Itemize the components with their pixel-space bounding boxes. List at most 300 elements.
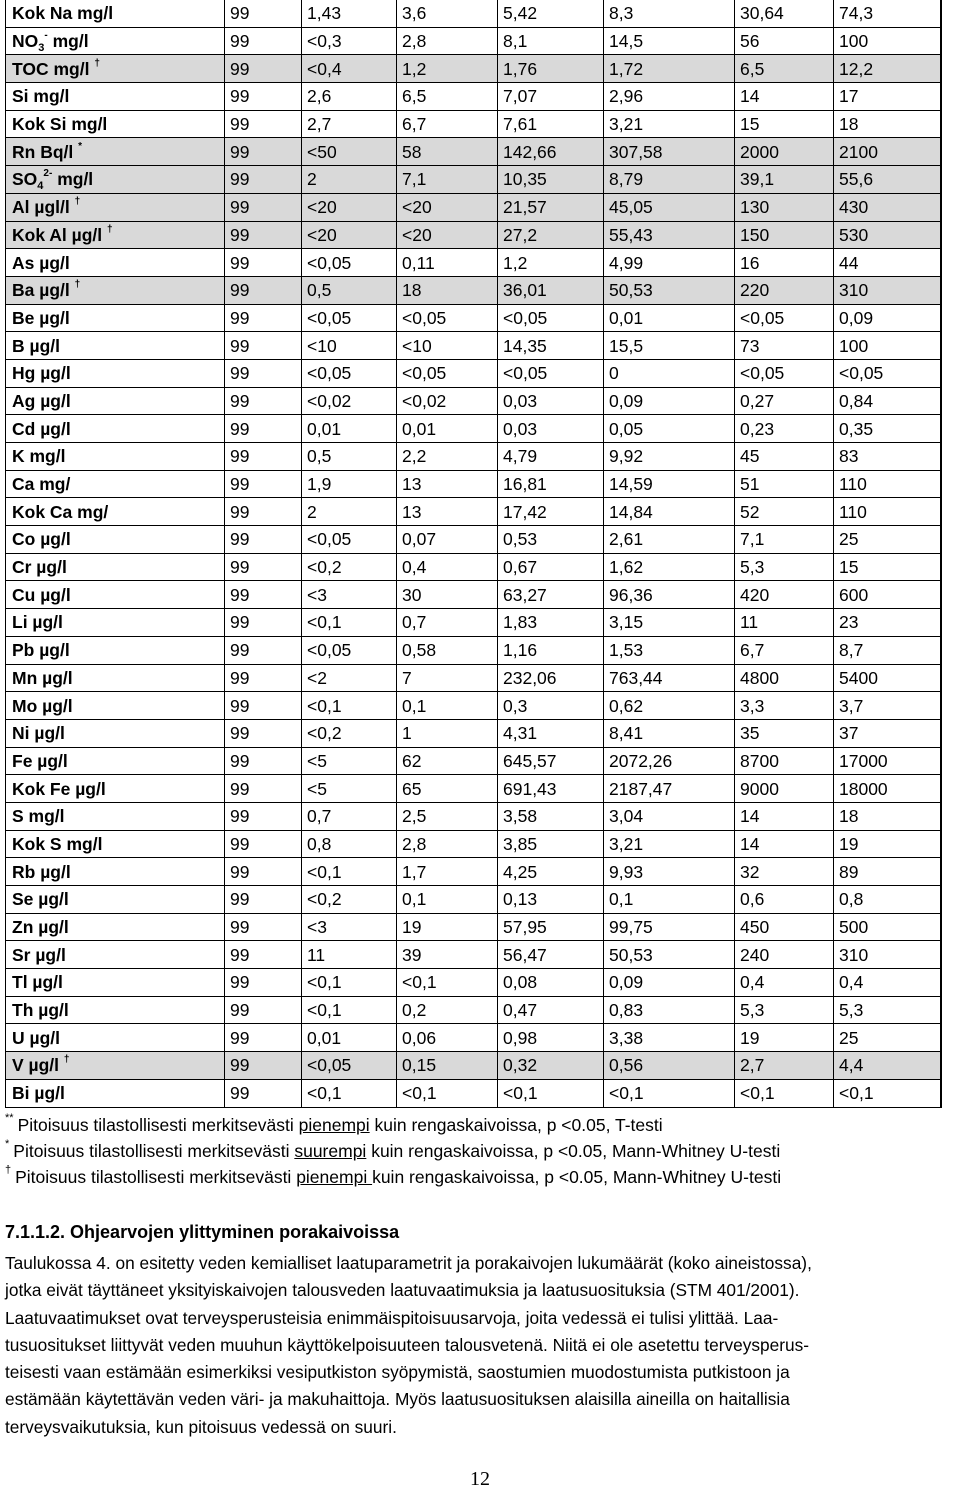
value-cell: 9000: [735, 775, 834, 803]
value-cell: 99: [225, 581, 302, 609]
table-row: [6, 886, 941, 914]
value-cell: 6,5: [735, 55, 834, 83]
value-cell: 37: [834, 719, 941, 747]
table-row: [6, 27, 941, 55]
paragraph-line: terveysvaikutuksia, kun pitoisuus vedessä on suuri.: [5, 1416, 397, 1437]
table-row: [6, 692, 941, 720]
value-cell: 2: [302, 166, 397, 194]
value-cell: 691,43: [498, 775, 604, 803]
value-cell: 232,06: [498, 664, 604, 692]
value-cell: <10: [302, 332, 397, 360]
footnote-greater: * Pitoisuus tilastollisesti merkitsevästi suurempi kuin rengaskaivoissa, p <0.05, Mann-Whitney U-testi: [5, 1138, 781, 1161]
value-cell: 3,21: [604, 110, 735, 138]
value-cell: 1,7: [397, 858, 498, 886]
value-cell: 5400: [834, 664, 941, 692]
value-cell: 0,47: [498, 996, 604, 1024]
value-cell: <0,05: [302, 249, 397, 277]
table-row: [6, 1024, 941, 1052]
value-cell: 4,4: [834, 1052, 941, 1080]
value-cell: 30: [397, 581, 498, 609]
value-cell: 500: [834, 913, 941, 941]
value-cell: 14,5: [604, 27, 735, 55]
parameter-cell: Li µg/l: [6, 609, 225, 637]
value-cell: 39: [397, 941, 498, 969]
parameter-cell: Pb µg/l: [6, 636, 225, 664]
value-cell: 5,3: [834, 996, 941, 1024]
value-cell: <0,05: [834, 359, 941, 387]
value-cell: 2: [302, 498, 397, 526]
footnote-mark: **: [5, 1112, 14, 1124]
paragraph-line: estämään käytettävän veden väri- ja makuhaittoja. Myös laatusuosituksen alaisilla aineilla on haitallisia: [5, 1389, 790, 1410]
parameter-cell: Fe µg/l: [6, 747, 225, 775]
parameter-cell: Ni µg/l: [6, 719, 225, 747]
value-cell: 99: [225, 1024, 302, 1052]
value-cell: 99: [225, 636, 302, 664]
value-cell: 0,03: [498, 387, 604, 415]
table-row: [6, 138, 941, 166]
value-cell: 36,01: [498, 276, 604, 304]
value-cell: 99: [225, 193, 302, 221]
value-cell: 0,27: [735, 387, 834, 415]
value-cell: 55,6: [834, 166, 941, 194]
value-cell: 0,05: [604, 415, 735, 443]
value-cell: 3,21: [604, 830, 735, 858]
value-cell: 99: [225, 276, 302, 304]
table-row: [6, 830, 941, 858]
value-cell: <0,1: [302, 858, 397, 886]
value-cell: 2,8: [397, 830, 498, 858]
page-number: 12: [470, 1468, 490, 1490]
value-cell: <0,02: [302, 387, 397, 415]
value-cell: 99: [225, 443, 302, 471]
parameter-cell: Ag µg/l: [6, 387, 225, 415]
value-cell: 0,1: [397, 692, 498, 720]
value-cell: <0,3: [302, 27, 397, 55]
value-cell: 14: [735, 83, 834, 111]
value-cell: 0,2: [397, 996, 498, 1024]
value-cell: <20: [397, 221, 498, 249]
value-cell: 17,42: [498, 498, 604, 526]
value-cell: 99: [225, 858, 302, 886]
value-cell: 99: [225, 332, 302, 360]
parameter-cell: Bi µg/l: [6, 1079, 225, 1107]
parameter-cell: As µg/l: [6, 249, 225, 277]
value-cell: 14: [735, 802, 834, 830]
value-cell: 6,7: [735, 636, 834, 664]
value-cell: 0,67: [498, 553, 604, 581]
parameter-cell: $SO_4^{2-}$ mg/l: [6, 166, 225, 194]
value-cell: 18: [834, 802, 941, 830]
value-cell: <0,1: [302, 969, 397, 997]
value-cell: 1,76: [498, 55, 604, 83]
value-cell: 7,1: [397, 166, 498, 194]
table-row: [6, 304, 941, 332]
value-cell: 1,83: [498, 609, 604, 637]
parameter-cell: B µg/l: [6, 332, 225, 360]
value-cell: 27,2: [498, 221, 604, 249]
parameter-cell: S mg/l: [6, 802, 225, 830]
footnotes: [5, 1112, 945, 1190]
table-row: [6, 526, 941, 554]
value-cell: 307,58: [604, 138, 735, 166]
value-cell: 8,79: [604, 166, 735, 194]
table-row: [6, 387, 941, 415]
value-cell: 100: [834, 332, 941, 360]
value-cell: 18000: [834, 775, 941, 803]
value-cell: 6,5: [397, 83, 498, 111]
value-cell: 600: [834, 581, 941, 609]
value-cell: 1,9: [302, 470, 397, 498]
value-cell: 13: [397, 498, 498, 526]
value-cell: 0,01: [302, 1024, 397, 1052]
paragraph-line: tusuositukset liittyvät veden muuhun käyttökelpoisuuteen talousvetenä. Niitä ei ole asetettu terveysperus-: [5, 1334, 810, 1355]
value-cell: 18: [834, 110, 941, 138]
value-cell: 14: [735, 830, 834, 858]
value-cell: 0,13: [498, 886, 604, 914]
value-cell: 96,36: [604, 581, 735, 609]
value-cell: 44: [834, 249, 941, 277]
value-cell: 39,1: [735, 166, 834, 194]
value-cell: <0,05: [302, 636, 397, 664]
value-cell: 9,92: [604, 443, 735, 471]
value-cell: 3,15: [604, 609, 735, 637]
value-cell: 99: [225, 969, 302, 997]
value-cell: 0,01: [302, 415, 397, 443]
value-cell: <0,05: [498, 359, 604, 387]
value-cell: <20: [397, 193, 498, 221]
value-cell: 4800: [735, 664, 834, 692]
value-cell: 99: [225, 166, 302, 194]
value-cell: 8,7: [834, 636, 941, 664]
value-cell: <0,05: [302, 359, 397, 387]
value-cell: 16: [735, 249, 834, 277]
table-row: [6, 193, 941, 221]
value-cell: 65: [397, 775, 498, 803]
value-cell: 3,6: [397, 0, 498, 27]
value-cell: 1,72: [604, 55, 735, 83]
parameter-cell: Hg µg/l: [6, 359, 225, 387]
value-cell: 450: [735, 913, 834, 941]
value-cell: 0,4: [397, 553, 498, 581]
section-paragraph: [5, 1250, 955, 1441]
value-cell: <3: [302, 913, 397, 941]
value-cell: 0,58: [397, 636, 498, 664]
value-cell: 99: [225, 359, 302, 387]
value-cell: <0,05: [735, 304, 834, 332]
value-cell: 0,15: [397, 1052, 498, 1080]
value-cell: 99: [225, 498, 302, 526]
value-cell: 99: [225, 138, 302, 166]
table-row: [6, 0, 941, 27]
value-cell: 420: [735, 581, 834, 609]
value-cell: <20: [302, 193, 397, 221]
table-row: [6, 83, 941, 111]
table-row: [6, 359, 941, 387]
value-cell: 19: [834, 830, 941, 858]
value-cell: 8,41: [604, 719, 735, 747]
value-cell: 7,61: [498, 110, 604, 138]
paragraph-line: teisesti vaan estämään esimerkiksi vesiputkiston syöpymistä, saostumien muodostumista putkistoon ja: [5, 1362, 790, 1383]
parameter-cell: Kok Fe µg/l: [6, 775, 225, 803]
value-cell: 5,42: [498, 0, 604, 27]
value-cell: 2,7: [735, 1052, 834, 1080]
parameter-cell: Kok S mg/l: [6, 830, 225, 858]
parameter-cell: Rn Bq/l *: [6, 138, 225, 166]
parameter-cell: Se µg/l: [6, 886, 225, 914]
value-cell: 99: [225, 387, 302, 415]
value-cell: 0,56: [604, 1052, 735, 1080]
value-cell: 0,62: [604, 692, 735, 720]
value-cell: 99: [225, 996, 302, 1024]
value-cell: 7,07: [498, 83, 604, 111]
parameter-cell: Kok Na mg/l: [6, 0, 225, 27]
parameter-cell: Si mg/l: [6, 83, 225, 111]
value-cell: 99: [225, 802, 302, 830]
value-cell: 3,04: [604, 802, 735, 830]
value-cell: 32: [735, 858, 834, 886]
value-cell: <0,05: [302, 526, 397, 554]
table-row: [6, 941, 941, 969]
value-cell: 99: [225, 27, 302, 55]
value-cell: <0,05: [302, 304, 397, 332]
value-cell: 8700: [735, 747, 834, 775]
value-cell: 0: [604, 359, 735, 387]
footnote-mark: *: [5, 1138, 10, 1150]
value-cell: 55,43: [604, 221, 735, 249]
value-cell: 99: [225, 1052, 302, 1080]
value-cell: 0,98: [498, 1024, 604, 1052]
value-cell: 16,81: [498, 470, 604, 498]
value-cell: 99: [225, 913, 302, 941]
value-cell: 50,53: [604, 941, 735, 969]
value-cell: <0,02: [397, 387, 498, 415]
value-cell: 19: [397, 913, 498, 941]
value-cell: 14,35: [498, 332, 604, 360]
value-cell: 0,6: [735, 886, 834, 914]
value-cell: <5: [302, 775, 397, 803]
value-cell: 11: [302, 941, 397, 969]
value-cell: 0,09: [604, 969, 735, 997]
value-cell: 15: [834, 553, 941, 581]
value-cell: 2,8: [397, 27, 498, 55]
value-cell: 10,35: [498, 166, 604, 194]
table-row: [6, 636, 941, 664]
value-cell: 2,2: [397, 443, 498, 471]
value-cell: <50: [302, 138, 397, 166]
value-cell: 13: [397, 470, 498, 498]
value-cell: 0,5: [302, 276, 397, 304]
table-row: [6, 802, 941, 830]
parameter-cell: Ca mg/: [6, 470, 225, 498]
value-cell: 99: [225, 609, 302, 637]
value-cell: <0,1: [834, 1079, 941, 1107]
value-cell: 62: [397, 747, 498, 775]
table-row: [6, 1079, 941, 1107]
value-cell: 142,66: [498, 138, 604, 166]
value-cell: 0,35: [834, 415, 941, 443]
table-row: [6, 498, 941, 526]
value-cell: 35: [735, 719, 834, 747]
parameter-cell: Mn µg/l: [6, 664, 225, 692]
value-cell: 3,85: [498, 830, 604, 858]
value-cell: 0,83: [604, 996, 735, 1024]
value-cell: 0,1: [604, 886, 735, 914]
value-cell: <0,05: [498, 304, 604, 332]
parameter-cell: Kok Ca mg/: [6, 498, 225, 526]
value-cell: 25: [834, 1024, 941, 1052]
parameter-cell: Sr µg/l: [6, 941, 225, 969]
value-cell: 99,75: [604, 913, 735, 941]
value-cell: <0,1: [397, 1079, 498, 1107]
value-cell: 73: [735, 332, 834, 360]
table-row: [6, 581, 941, 609]
table-row: [6, 609, 941, 637]
value-cell: 45: [735, 443, 834, 471]
value-cell: 2,5: [397, 802, 498, 830]
parameter-cell: TOC mg/l †: [6, 55, 225, 83]
value-cell: 99: [225, 83, 302, 111]
value-cell: 4,25: [498, 858, 604, 886]
value-cell: 2000: [735, 138, 834, 166]
value-cell: 0,5: [302, 443, 397, 471]
value-cell: 0,06: [397, 1024, 498, 1052]
value-cell: 25: [834, 526, 941, 554]
value-cell: 99: [225, 221, 302, 249]
value-cell: 99: [225, 1079, 302, 1107]
value-cell: <0,1: [604, 1079, 735, 1107]
value-cell: <0,1: [498, 1079, 604, 1107]
value-cell: 56,47: [498, 941, 604, 969]
table-row: [6, 249, 941, 277]
parameter-cell: Cr µg/l: [6, 553, 225, 581]
value-cell: 0,7: [302, 802, 397, 830]
value-cell: 3,38: [604, 1024, 735, 1052]
value-cell: 0,8: [302, 830, 397, 858]
parameter-cell: Cd µg/l: [6, 415, 225, 443]
value-cell: 0,09: [834, 304, 941, 332]
table-row: [6, 719, 941, 747]
value-cell: <0,1: [397, 969, 498, 997]
value-cell: 99: [225, 719, 302, 747]
value-cell: 63,27: [498, 581, 604, 609]
value-cell: 0,11: [397, 249, 498, 277]
value-cell: 4,31: [498, 719, 604, 747]
value-cell: <10: [397, 332, 498, 360]
value-cell: 130: [735, 193, 834, 221]
value-cell: 1,62: [604, 553, 735, 581]
parameter-cell: Be µg/l: [6, 304, 225, 332]
value-cell: 1: [397, 719, 498, 747]
parameter-cell: Co µg/l: [6, 526, 225, 554]
value-cell: 240: [735, 941, 834, 969]
footnote-t-test: ** Pitoisuus tilastollisesti merkitsevästi pienempi kuin rengaskaivoissa, p <0.05, T-testi: [5, 1112, 663, 1135]
value-cell: 56: [735, 27, 834, 55]
value-cell: 52: [735, 498, 834, 526]
value-cell: 2100: [834, 138, 941, 166]
value-cell: <0,1: [302, 692, 397, 720]
value-cell: 17: [834, 83, 941, 111]
value-cell: 2,7: [302, 110, 397, 138]
table-row: [6, 55, 941, 83]
value-cell: 1,53: [604, 636, 735, 664]
paragraph-line: Laatuvaatimukset ovat terveysperusteisia enimmäispitoisuusarvoja, joita vedessä ei tulisi ylittää. Laa-: [5, 1307, 779, 1328]
value-cell: 0,4: [834, 969, 941, 997]
value-cell: <20: [302, 221, 397, 249]
water-quality-table: [5, 0, 942, 1108]
value-cell: 0,23: [735, 415, 834, 443]
value-cell: 3,58: [498, 802, 604, 830]
parameter-cell: Cu µg/l: [6, 581, 225, 609]
parameter-cell: Ba µg/l †: [6, 276, 225, 304]
value-cell: 15: [735, 110, 834, 138]
value-cell: <2: [302, 664, 397, 692]
table-row: [6, 858, 941, 886]
paragraph-line: jotka eivät täyttäneet yksityiskaivojen talousveden laatuvaatimuksia ja laatusuosituksia (STM 401/2001).: [5, 1280, 800, 1301]
paragraph-line: Taulukossa 4. on esitetty veden kemialliset laatuparametrit ja porakaivojen lukumäärät (koko aineistossa),: [5, 1253, 812, 1273]
value-cell: 12,2: [834, 55, 941, 83]
value-cell: 99: [225, 886, 302, 914]
value-cell: 2,6: [302, 83, 397, 111]
value-cell: 4,99: [604, 249, 735, 277]
value-cell: 50,53: [604, 276, 735, 304]
value-cell: <0,1: [302, 609, 397, 637]
value-cell: 0,08: [498, 969, 604, 997]
parameter-cell: U µg/l: [6, 1024, 225, 1052]
table-row: [6, 276, 941, 304]
value-cell: 8,1: [498, 27, 604, 55]
table-row: [6, 1052, 941, 1080]
value-cell: 0,07: [397, 526, 498, 554]
value-cell: <0,05: [735, 359, 834, 387]
parameter-cell: K mg/l: [6, 443, 225, 471]
table-row: [6, 110, 941, 138]
value-cell: 1,2: [397, 55, 498, 83]
footnote-lower: † Pitoisuus tilastollisesti merkitsevästi pienempi kuin rengaskaivoissa, p <0.05, Mann-Whitney U-testi: [5, 1164, 782, 1187]
parameter-cell: Kok Si mg/l: [6, 110, 225, 138]
value-cell: <0,4: [302, 55, 397, 83]
value-cell: 45,05: [604, 193, 735, 221]
value-cell: <0,05: [397, 304, 498, 332]
value-cell: 2072,26: [604, 747, 735, 775]
value-cell: 99: [225, 470, 302, 498]
value-cell: 3,3: [735, 692, 834, 720]
value-cell: 18: [397, 276, 498, 304]
value-cell: 0,3: [498, 692, 604, 720]
parameter-cell: V µg/l †: [6, 1052, 225, 1080]
section-heading: 7.1.1.2. Ohjearvojen ylittyminen porakaivoissa: [5, 1222, 400, 1242]
table-row: [6, 775, 941, 803]
value-cell: 99: [225, 664, 302, 692]
value-cell: 0,1: [397, 886, 498, 914]
value-cell: <0,2: [302, 886, 397, 914]
value-cell: 83: [834, 443, 941, 471]
value-cell: 21,57: [498, 193, 604, 221]
table-row: [6, 996, 941, 1024]
parameter-cell: Rb µg/l: [6, 858, 225, 886]
table-row: [6, 221, 941, 249]
parameter-cell: Kok Al µg/l †: [6, 221, 225, 249]
footnote-mark: †: [5, 1164, 12, 1176]
value-cell: <5: [302, 747, 397, 775]
value-cell: 0,01: [397, 415, 498, 443]
value-cell: 0,8: [834, 886, 941, 914]
value-cell: 23: [834, 609, 941, 637]
parameter-cell: Al µgl/l †: [6, 193, 225, 221]
value-cell: 430: [834, 193, 941, 221]
table-row: [6, 553, 941, 581]
value-cell: 2,96: [604, 83, 735, 111]
value-cell: 30,64: [735, 0, 834, 27]
